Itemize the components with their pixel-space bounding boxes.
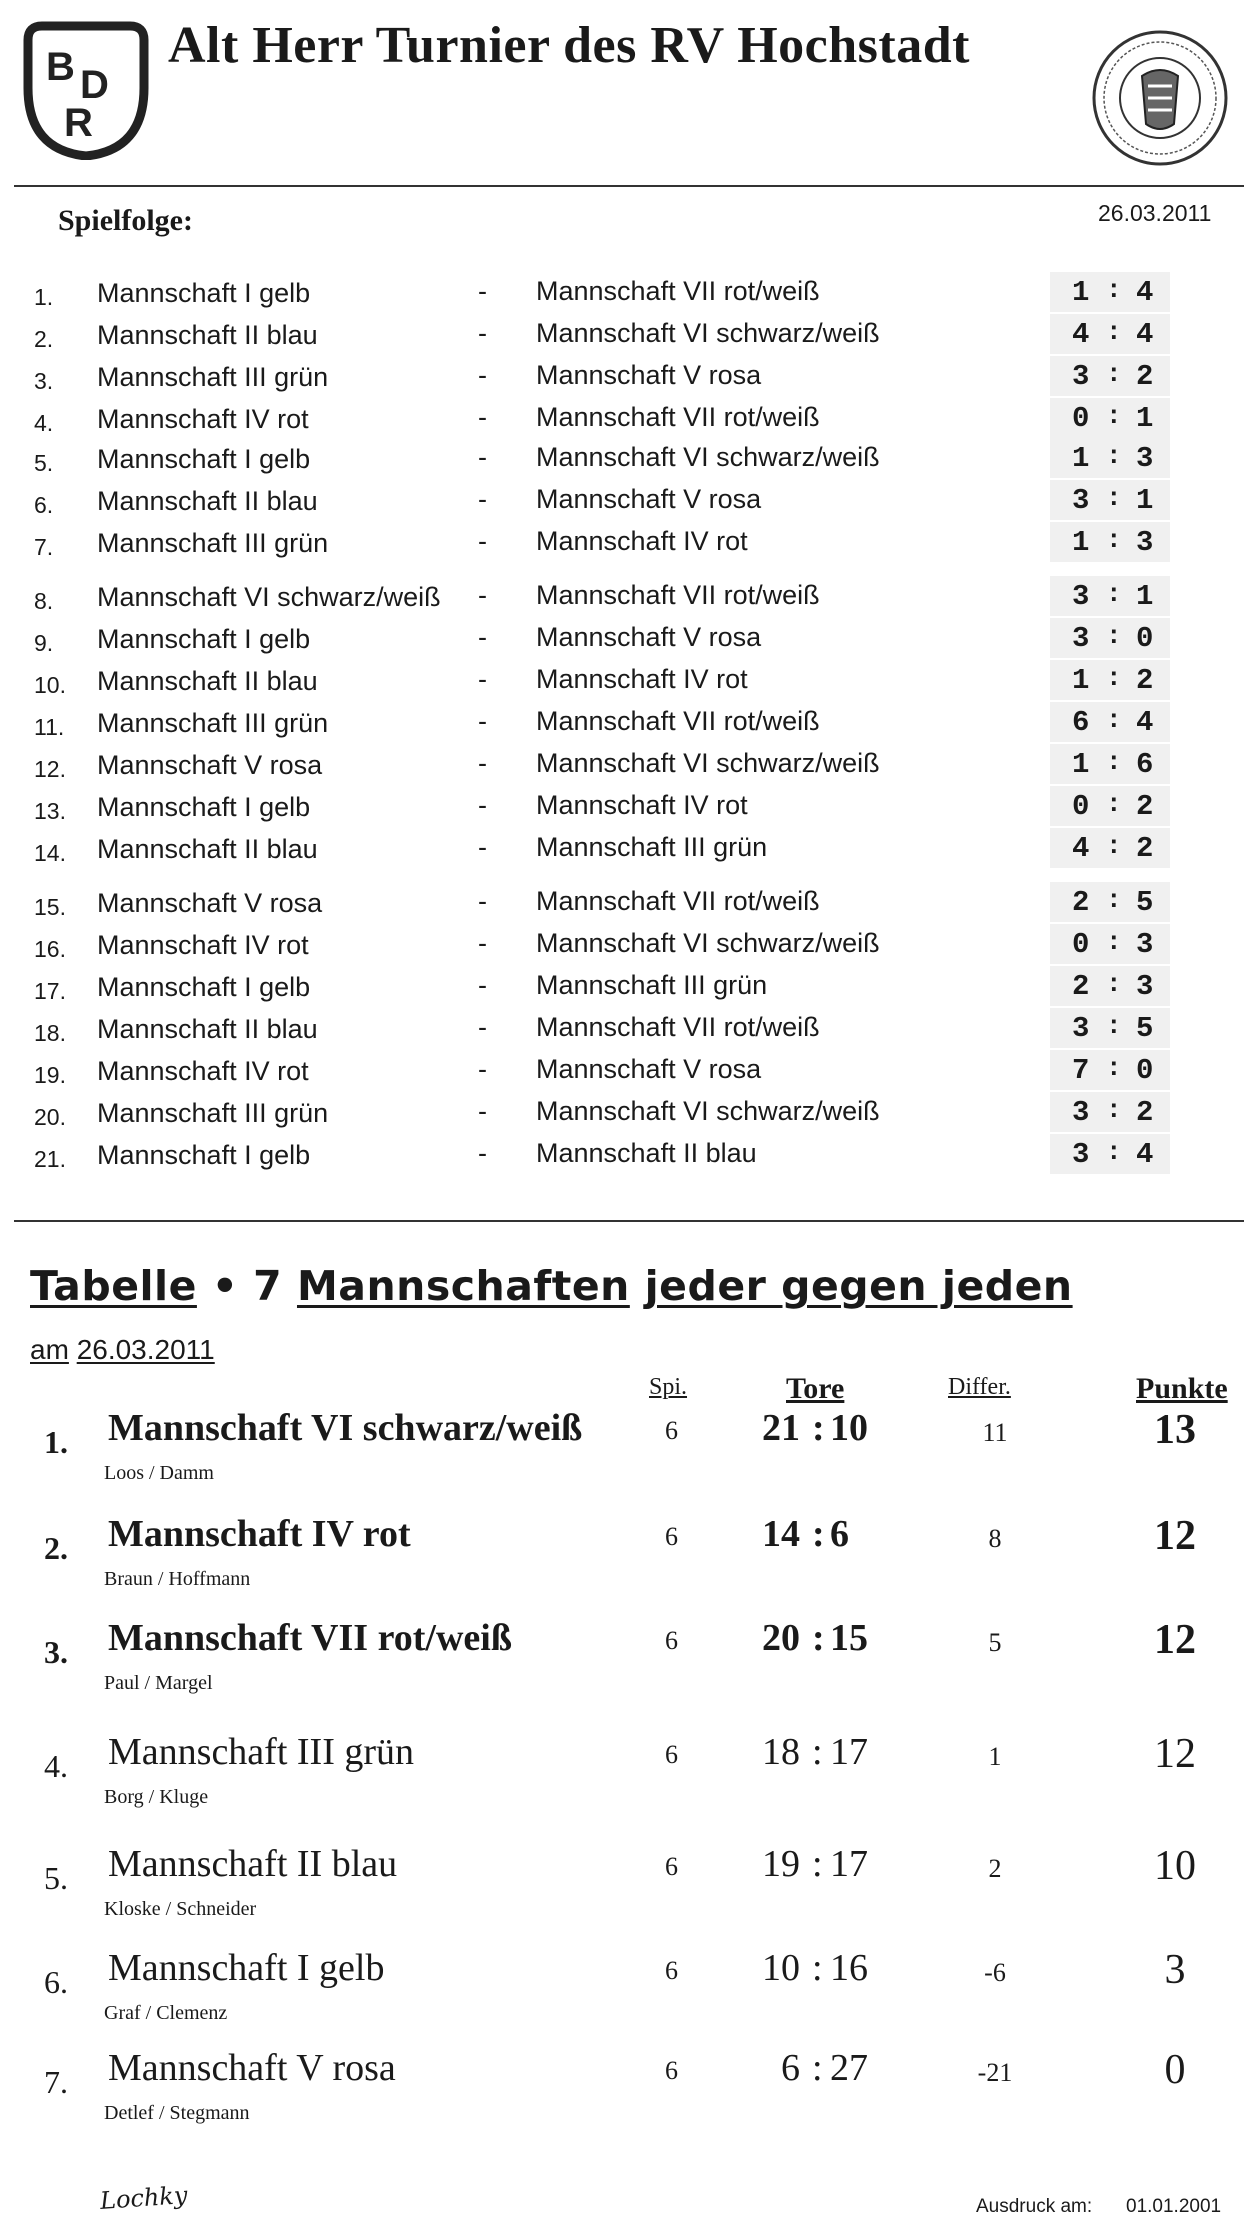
away-goals: 0 bbox=[1136, 622, 1154, 655]
away-team: Mannschaft VII rot/weiß bbox=[536, 706, 820, 736]
home-team: Mannschaft II blau bbox=[97, 834, 318, 864]
team-name: Mannschaft I gelb bbox=[108, 1947, 385, 1989]
match-number: 6. bbox=[34, 492, 54, 518]
match-number: 20. bbox=[34, 1104, 66, 1130]
match-dash: - bbox=[478, 970, 487, 1000]
match-number: 21. bbox=[34, 1146, 66, 1172]
match-dash: - bbox=[478, 664, 487, 694]
home-team: Mannschaft IV rot bbox=[97, 404, 309, 434]
goals-against: 17 bbox=[830, 1843, 868, 1885]
match-row bbox=[0, 524, 1256, 564]
match-number: 12. bbox=[34, 756, 66, 782]
games-played: 6 bbox=[665, 1416, 678, 1445]
match-score bbox=[1050, 1050, 1170, 1090]
goals-against: 15 bbox=[830, 1617, 868, 1659]
goals-against: 10 bbox=[830, 1407, 868, 1449]
goals-against: 27 bbox=[830, 2047, 868, 2089]
score-colon: : bbox=[1106, 747, 1122, 777]
match-score bbox=[1050, 356, 1170, 396]
match-dash: - bbox=[478, 622, 487, 652]
home-team: Mannschaft IV rot bbox=[97, 1056, 309, 1086]
rank: 2. bbox=[44, 1530, 68, 1566]
home-goals: 3 bbox=[1072, 622, 1090, 655]
match-row bbox=[0, 440, 1256, 480]
match-dash: - bbox=[478, 318, 487, 348]
away-team: Mannschaft IV rot bbox=[536, 664, 748, 694]
match-score bbox=[1050, 828, 1170, 868]
away-goals: 3 bbox=[1136, 970, 1154, 1003]
match-score bbox=[1050, 1092, 1170, 1132]
goal-difference: 8 bbox=[988, 1524, 1002, 1553]
match-dash: - bbox=[478, 1012, 487, 1042]
team-name: Mannschaft V rosa bbox=[108, 2047, 396, 2089]
team-name: Mannschaft III grün bbox=[108, 1731, 415, 1773]
score-colon: : bbox=[1106, 621, 1122, 651]
match-score bbox=[1050, 660, 1170, 700]
match-number: 15. bbox=[34, 894, 66, 920]
home-team: Mannschaft III grün bbox=[97, 1098, 329, 1128]
goal-difference: -6 bbox=[984, 1958, 1006, 1987]
match-score bbox=[1050, 882, 1170, 922]
away-team: Mannschaft VI schwarz/weiß bbox=[536, 318, 880, 348]
standings-date-prefix: am bbox=[30, 1334, 69, 1365]
away-goals: 4 bbox=[1136, 706, 1154, 739]
goals-for: 10 bbox=[762, 1947, 800, 1989]
svg-text:B: B bbox=[46, 45, 75, 89]
match-number: 19. bbox=[34, 1062, 66, 1088]
match-score bbox=[1050, 786, 1170, 826]
match-row bbox=[0, 400, 1256, 440]
match-score bbox=[1050, 966, 1170, 1006]
match-score bbox=[1050, 744, 1170, 784]
score-colon: : bbox=[1106, 1137, 1122, 1167]
score-colon: : bbox=[1106, 525, 1122, 555]
score-colon: : bbox=[1106, 483, 1122, 513]
match-dash: - bbox=[478, 832, 487, 862]
match-row bbox=[0, 662, 1256, 702]
match-score bbox=[1050, 314, 1170, 354]
score-colon: : bbox=[1106, 579, 1122, 609]
home-goals: 2 bbox=[1072, 970, 1090, 1003]
team-players: Graf / Clemenz bbox=[104, 2002, 228, 2024]
away-goals: 0 bbox=[1136, 1054, 1154, 1087]
match-dash: - bbox=[478, 1096, 487, 1126]
schedule-heading: Spielfolge: bbox=[58, 204, 193, 237]
match-row bbox=[0, 620, 1256, 660]
score-colon: : bbox=[1106, 359, 1122, 389]
games-played: 6 bbox=[665, 1956, 678, 1985]
away-goals: 1 bbox=[1136, 484, 1154, 517]
home-goals: 4 bbox=[1072, 318, 1090, 351]
match-number: 2. bbox=[34, 326, 54, 352]
away-team: Mannschaft VI schwarz/weiß bbox=[536, 1096, 880, 1126]
away-goals: 6 bbox=[1136, 748, 1154, 781]
away-team: Mannschaft VII rot/weiß bbox=[536, 886, 820, 916]
goals-colon: : bbox=[812, 1617, 825, 1659]
score-colon: : bbox=[1106, 885, 1122, 915]
standings-date-value: 26.03.2011 bbox=[76, 1334, 215, 1365]
home-team: Mannschaft V rosa bbox=[97, 750, 323, 780]
match-number: 3. bbox=[34, 368, 54, 394]
standings-row bbox=[0, 1406, 1256, 1506]
goals-against: 17 bbox=[830, 1731, 868, 1773]
print-label: Ausdruck am: bbox=[976, 2196, 1093, 2217]
goal-difference: 5 bbox=[988, 1628, 1002, 1657]
standings-title-word: Tabelle bbox=[30, 1262, 197, 1310]
score-colon: : bbox=[1106, 969, 1122, 999]
match-score bbox=[1050, 618, 1170, 658]
away-goals: 3 bbox=[1136, 442, 1154, 475]
team-name: Mannschaft IV rot bbox=[108, 1513, 411, 1555]
home-team: Mannschaft I gelb bbox=[97, 1140, 311, 1170]
rank: 4. bbox=[44, 1748, 68, 1784]
standings-title bbox=[30, 1262, 1073, 1310]
match-number: 18. bbox=[34, 1020, 66, 1046]
match-dash: - bbox=[478, 1054, 487, 1084]
score-colon: : bbox=[1106, 1095, 1122, 1125]
away-goals: 2 bbox=[1136, 1096, 1154, 1129]
home-team: Mannschaft II blau bbox=[97, 1014, 318, 1044]
match-row bbox=[0, 578, 1256, 618]
goals-colon: : bbox=[812, 1407, 825, 1449]
points: 10 bbox=[1154, 1843, 1196, 1889]
score-colon: : bbox=[1106, 927, 1122, 957]
goals-for: 18 bbox=[762, 1731, 800, 1773]
standings-date bbox=[30, 1334, 215, 1366]
score-colon: : bbox=[1106, 317, 1122, 347]
goals-for: 14 bbox=[762, 1513, 800, 1555]
match-number: 10. bbox=[34, 672, 66, 698]
away-goals: 5 bbox=[1136, 1012, 1154, 1045]
home-goals: 3 bbox=[1072, 1096, 1090, 1129]
match-dash: - bbox=[478, 928, 487, 958]
match-score bbox=[1050, 1134, 1170, 1174]
match-dash: - bbox=[478, 748, 487, 778]
home-goals: 1 bbox=[1072, 664, 1090, 697]
association-seal-icon bbox=[1090, 28, 1230, 168]
score-colon: : bbox=[1106, 1011, 1122, 1041]
match-dash: - bbox=[478, 790, 487, 820]
match-row bbox=[0, 1136, 1256, 1176]
match-dash: - bbox=[478, 360, 487, 390]
svg-text:D: D bbox=[80, 63, 109, 107]
away-team: Mannschaft VI schwarz/weiß bbox=[536, 928, 880, 958]
goal-difference: 2 bbox=[988, 1854, 1002, 1883]
match-dash: - bbox=[478, 526, 487, 556]
home-goals: 1 bbox=[1072, 442, 1090, 475]
away-goals: 4 bbox=[1136, 318, 1154, 351]
away-team: Mannschaft VII rot/weiß bbox=[536, 402, 820, 432]
away-team: Mannschaft II blau bbox=[536, 1138, 757, 1168]
games-played: 6 bbox=[665, 1626, 678, 1655]
standings-row bbox=[0, 1730, 1256, 1830]
team-players: Loos / Damm bbox=[104, 1462, 214, 1484]
match-row bbox=[0, 358, 1256, 398]
match-row bbox=[0, 830, 1256, 870]
away-team: Mannschaft III grün bbox=[536, 832, 768, 862]
games-played: 6 bbox=[665, 1522, 678, 1551]
home-goals: 7 bbox=[1072, 1054, 1090, 1087]
goals-colon: : bbox=[812, 1947, 823, 1989]
home-team: Mannschaft I gelb bbox=[97, 792, 311, 822]
match-number: 7. bbox=[34, 534, 54, 560]
goal-difference: 11 bbox=[982, 1418, 1008, 1447]
header-games: Spi. bbox=[649, 1374, 688, 1400]
match-row bbox=[0, 316, 1256, 356]
match-row bbox=[0, 968, 1256, 1008]
goal-difference: -21 bbox=[977, 2058, 1013, 2087]
home-team: Mannschaft I gelb bbox=[97, 278, 311, 308]
match-dash: - bbox=[478, 580, 487, 610]
home-team: Mannschaft IV rot bbox=[97, 930, 309, 960]
standings-title-teams: Mannschaften bbox=[296, 1262, 630, 1310]
home-team: Mannschaft III grün bbox=[97, 362, 329, 392]
away-goals: 2 bbox=[1136, 360, 1154, 393]
team-name: Mannschaft VI schwarz/weiß bbox=[108, 1407, 583, 1449]
away-goals: 3 bbox=[1136, 526, 1154, 559]
match-number: 11. bbox=[34, 714, 65, 740]
match-row bbox=[0, 1010, 1256, 1050]
match-score bbox=[1050, 522, 1170, 562]
home-goals: 0 bbox=[1072, 928, 1090, 961]
home-team: Mannschaft II blau bbox=[97, 320, 318, 350]
points: 12 bbox=[1154, 1731, 1196, 1777]
games-played: 6 bbox=[665, 1852, 678, 1881]
match-number: 17. bbox=[34, 978, 66, 1004]
away-team: Mannschaft VII rot/weiß bbox=[536, 1012, 820, 1042]
home-goals: 6 bbox=[1072, 706, 1090, 739]
match-row bbox=[0, 884, 1256, 924]
home-team: Mannschaft I gelb bbox=[97, 444, 311, 474]
team-players: Braun / Hoffmann bbox=[104, 1568, 251, 1590]
match-score bbox=[1050, 480, 1170, 520]
points: 12 bbox=[1154, 1513, 1196, 1559]
team-players: Borg / Kluge bbox=[104, 1786, 209, 1808]
score-colon: : bbox=[1106, 705, 1122, 735]
away-goals: 5 bbox=[1136, 886, 1154, 919]
away-team: Mannschaft VII rot/weiß bbox=[536, 276, 820, 306]
match-number: 14. bbox=[34, 840, 66, 866]
score-colon: : bbox=[1106, 401, 1122, 431]
match-dash: - bbox=[478, 484, 487, 514]
away-team: Mannschaft VI schwarz/weiß bbox=[536, 442, 880, 472]
home-team: Mannschaft III grün bbox=[97, 708, 329, 738]
away-team: Mannschaft IV rot bbox=[536, 526, 748, 556]
away-goals: 4 bbox=[1136, 276, 1154, 309]
team-name: Mannschaft II blau bbox=[108, 1843, 398, 1885]
match-row bbox=[0, 788, 1256, 828]
match-score bbox=[1050, 576, 1170, 616]
print-date: 01.01.2001 bbox=[1126, 2196, 1222, 2217]
bdr-logo bbox=[22, 18, 150, 160]
match-score bbox=[1050, 924, 1170, 964]
match-number: 5. bbox=[34, 450, 54, 476]
match-dash: - bbox=[478, 886, 487, 916]
rank: 5. bbox=[44, 1860, 68, 1896]
home-goals: 1 bbox=[1072, 526, 1090, 559]
team-players: Paul / Margel bbox=[104, 1672, 213, 1694]
away-goals: 4 bbox=[1136, 1138, 1154, 1171]
home-team: Mannschaft II blau bbox=[97, 666, 318, 696]
goals-for: 19 bbox=[762, 1843, 800, 1885]
match-number: 1. bbox=[34, 284, 54, 310]
team-players: Detlef / Stegmann bbox=[104, 2102, 250, 2124]
away-goals: 1 bbox=[1136, 402, 1154, 435]
goals-for: 6 bbox=[781, 2047, 800, 2089]
home-goals: 3 bbox=[1072, 360, 1090, 393]
away-team: Mannschaft V rosa bbox=[536, 360, 762, 390]
rank: 3. bbox=[44, 1634, 68, 1670]
points: 13 bbox=[1154, 1407, 1196, 1453]
goals-colon: : bbox=[812, 1843, 823, 1885]
match-number: 4. bbox=[34, 410, 54, 436]
home-goals: 1 bbox=[1072, 748, 1090, 781]
goals-colon: : bbox=[812, 1513, 825, 1555]
match-row bbox=[0, 1052, 1256, 1092]
home-team: Mannschaft V rosa bbox=[97, 888, 323, 918]
match-row bbox=[0, 274, 1256, 314]
games-played: 6 bbox=[665, 2056, 678, 2085]
match-score bbox=[1050, 1008, 1170, 1048]
match-number: 16. bbox=[34, 936, 66, 962]
goals-against: 16 bbox=[830, 1947, 868, 1989]
match-row bbox=[0, 746, 1256, 786]
schedule-date: 26.03.2011 bbox=[1098, 200, 1212, 226]
page-title: Alt Herr Turnier des RV Hochstadt bbox=[168, 17, 970, 74]
standings-row bbox=[0, 1946, 1256, 2046]
match-row bbox=[0, 1094, 1256, 1134]
goals-against: 6 bbox=[830, 1513, 849, 1555]
match-row bbox=[0, 482, 1256, 522]
svg-text:R: R bbox=[64, 101, 93, 145]
score-colon: : bbox=[1106, 663, 1122, 693]
standings-title-mode: jeder gegen jeden bbox=[644, 1262, 1073, 1310]
home-goals: 0 bbox=[1072, 790, 1090, 823]
away-goals: 1 bbox=[1136, 580, 1154, 613]
home-goals: 1 bbox=[1072, 276, 1090, 309]
match-score bbox=[1050, 398, 1170, 438]
games-played: 6 bbox=[665, 1740, 678, 1769]
match-dash: - bbox=[478, 276, 487, 306]
rank: 7. bbox=[44, 2064, 68, 2100]
header-points: Punkte bbox=[1136, 1372, 1228, 1405]
match-score bbox=[1050, 438, 1170, 478]
score-colon: : bbox=[1106, 441, 1122, 471]
header-goals: Tore bbox=[786, 1372, 845, 1405]
match-dash: - bbox=[478, 442, 487, 472]
home-goals: 3 bbox=[1072, 1138, 1090, 1171]
goals-for: 20 bbox=[762, 1617, 800, 1659]
header-diff: Differ. bbox=[948, 1374, 1011, 1400]
match-score bbox=[1050, 272, 1170, 312]
goal-difference: 1 bbox=[988, 1742, 1002, 1771]
team-name: Mannschaft VII rot/weiß bbox=[108, 1617, 512, 1659]
match-number: 9. bbox=[34, 630, 54, 656]
away-team: Mannschaft III grün bbox=[536, 970, 768, 1000]
score-colon: : bbox=[1106, 789, 1122, 819]
match-score bbox=[1050, 702, 1170, 742]
away-team: Mannschaft V rosa bbox=[536, 622, 762, 652]
score-colon: : bbox=[1106, 275, 1122, 305]
away-goals: 3 bbox=[1136, 928, 1154, 961]
away-goals: 2 bbox=[1136, 832, 1154, 865]
match-number: 8. bbox=[34, 588, 54, 614]
match-dash: - bbox=[478, 402, 487, 432]
standings-row bbox=[0, 1512, 1256, 1612]
away-team: Mannschaft IV rot bbox=[536, 790, 748, 820]
away-team: Mannschaft VI schwarz/weiß bbox=[536, 748, 880, 778]
home-team: Mannschaft I gelb bbox=[97, 972, 311, 1002]
home-goals: 2 bbox=[1072, 886, 1090, 919]
home-team: Mannschaft VI schwarz/weiß bbox=[97, 582, 441, 612]
score-colon: : bbox=[1106, 831, 1122, 861]
header-divider bbox=[14, 185, 1244, 187]
match-dash: - bbox=[478, 1138, 487, 1168]
goals-colon: : bbox=[812, 2047, 823, 2089]
home-team: Mannschaft II blau bbox=[97, 486, 318, 516]
score-colon: : bbox=[1106, 1053, 1122, 1083]
team-players: Kloske / Schneider bbox=[104, 1898, 257, 1920]
goals-colon: : bbox=[812, 1731, 823, 1773]
home-goals: 4 bbox=[1072, 832, 1090, 865]
away-team: Mannschaft V rosa bbox=[536, 1054, 762, 1084]
home-goals: 3 bbox=[1072, 484, 1090, 517]
rank: 6. bbox=[44, 1964, 68, 2000]
goals-for: 21 bbox=[762, 1407, 800, 1449]
match-dash: - bbox=[478, 706, 487, 736]
away-goals: 2 bbox=[1136, 664, 1154, 697]
handwritten-note: Lochky bbox=[99, 2180, 189, 2216]
away-team: Mannschaft V rosa bbox=[536, 484, 762, 514]
standings-row bbox=[0, 2046, 1256, 2146]
rank: 1. bbox=[44, 1424, 68, 1460]
home-team: Mannschaft III grün bbox=[97, 528, 329, 558]
points: 3 bbox=[1164, 1947, 1186, 1993]
away-team: Mannschaft VII rot/weiß bbox=[536, 580, 820, 610]
home-goals: 0 bbox=[1072, 402, 1090, 435]
match-row bbox=[0, 704, 1256, 744]
match-row bbox=[0, 926, 1256, 966]
home-team: Mannschaft I gelb bbox=[97, 624, 311, 654]
standings-row bbox=[0, 1616, 1256, 1716]
match-number: 13. bbox=[34, 798, 66, 824]
away-goals: 2 bbox=[1136, 790, 1154, 823]
standings-row bbox=[0, 1842, 1256, 1942]
points: 0 bbox=[1164, 2047, 1186, 2093]
points: 12 bbox=[1154, 1617, 1196, 1663]
standings-title-sep: • 7 bbox=[196, 1262, 297, 1310]
home-goals: 3 bbox=[1072, 1012, 1090, 1045]
section-divider bbox=[14, 1220, 1244, 1222]
home-goals: 3 bbox=[1072, 580, 1090, 613]
